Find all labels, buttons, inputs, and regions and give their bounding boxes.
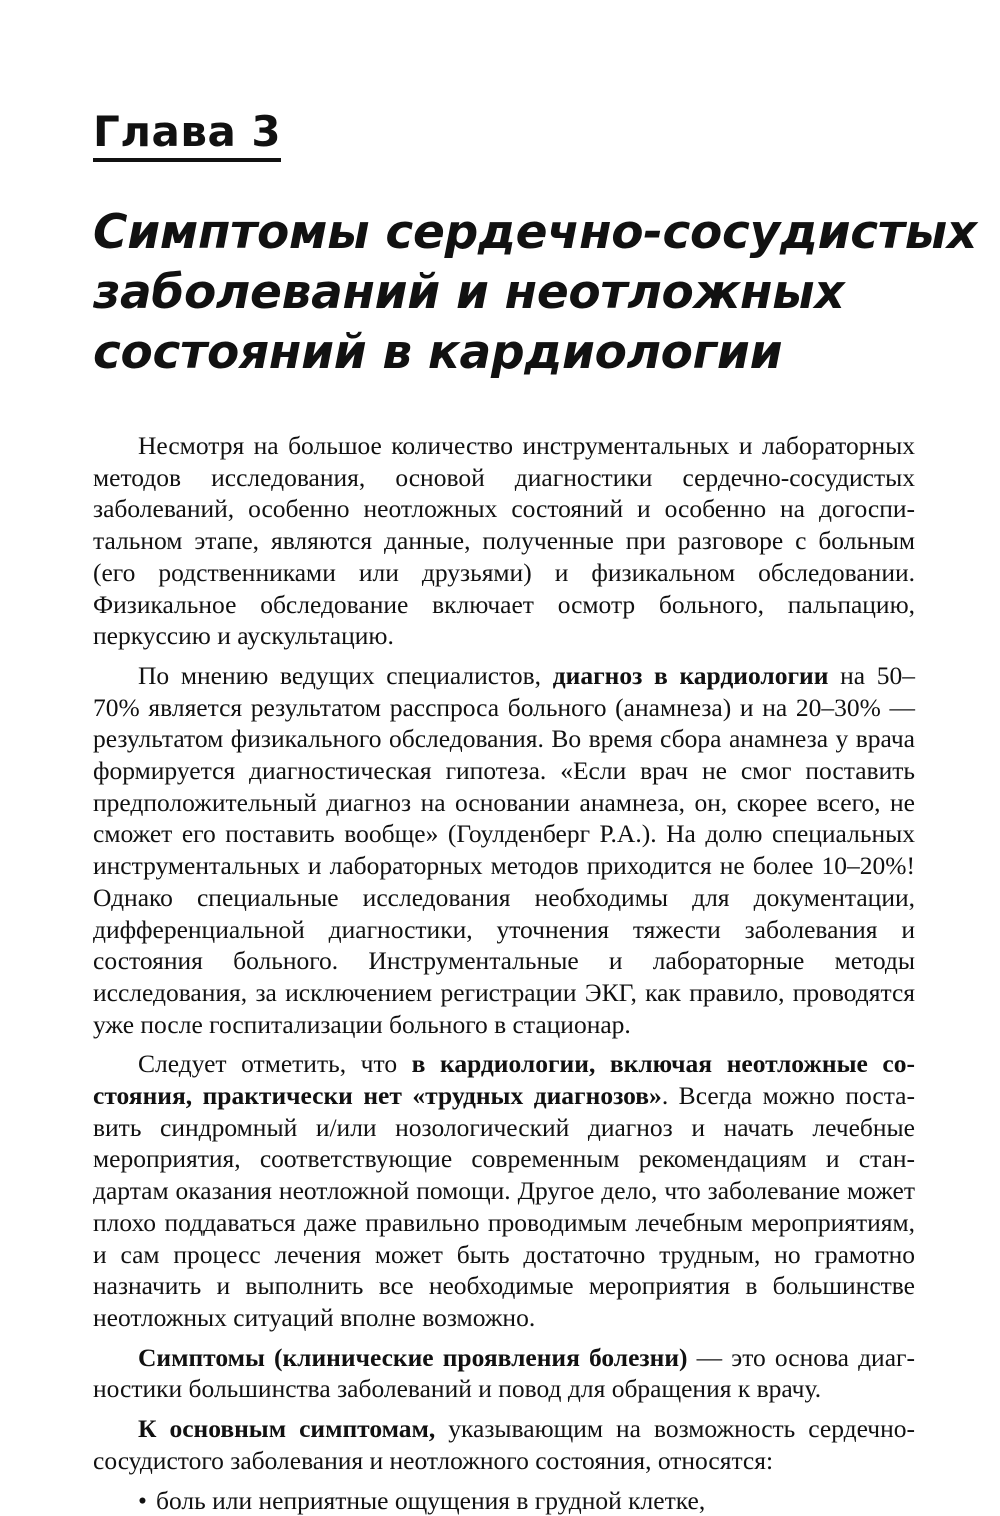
bold-term: в кардиологии, включая неотложные состояния, практически нет «трудных диагнозов»	[93, 1049, 915, 1110]
chapter-title	[93, 203, 953, 383]
chapter-title-line: состояний в кардиологии	[93, 323, 953, 383]
chapter-label: Глава 3	[93, 106, 281, 162]
bold-term: диагноз в кардиологии	[553, 661, 829, 690]
paragraph-text: — это основа диагностики большинства заболеваний и повод для обращения к врачу.	[93, 1343, 915, 1404]
paragraph-no-hard-diagnoses	[93, 1048, 915, 1333]
chapter-title-line: Симптомы сердечно-сосудистых	[93, 203, 953, 263]
paragraph-text: Несмотря на большое количество инструментальных и лабораторных методов исследования, основой диагностики сердечно-сосудистых заболеваний, особенно неотложных состояний и особенно на догоспитальном этапе, являются данные, полученные при разговоре с больным (его родственниками или друзьями) и физикальном обследовании. Физикальное обследование включает осмотр больного, пальпацию, перкуссию и аускультацию.	[93, 431, 915, 650]
body-text	[93, 430, 915, 1516]
bold-term: Симптомы (клинические проявления болезни)	[138, 1343, 688, 1372]
paragraph-text: указывающим на возможность сердечно-сосудистого заболевания и неотложного состояния, относятся:	[93, 1414, 915, 1475]
bold-term: К основным симптомам,	[138, 1414, 435, 1443]
chapter-title-line: заболеваний и неотложных	[93, 263, 953, 323]
list-item: • боль или неприятные ощущения в грудной клетке,	[138, 1485, 915, 1516]
paragraph-text: . Всегда можно поставить синдромный и/или нозологический диагноз и начать лечебные мероприятия, соответствующие современным рекомендациям и стандартам оказания неотложной помощи. Другое дело, что заболевание может плохо поддаваться даже правильно проводимым лечебным мероприятиям, и сам процесс лечения может быть достаточно трудным, но грамотно назначить и выполнить все необходимые мероприятия в большинстве неотложных ситуаций вполне возможно.	[93, 1081, 915, 1332]
paragraph-text: По мнению ведущих специалистов,	[138, 661, 553, 690]
symptom-list	[93, 1485, 915, 1516]
paragraph-diagnosis	[93, 660, 915, 1040]
paragraph-text: Следует отметить, что	[138, 1049, 412, 1078]
paragraph-main-symptoms	[93, 1413, 915, 1476]
paragraph-symptoms-definition	[93, 1342, 915, 1405]
paragraph-text: на 50–70% является результатом расспроса больного (анамнеза) и на 20–30% — результатом физикального обследования. Во время сбора анамнеза у врача формируется диагностическая гипотеза. «Если врач не смог поставить предположительный диагноз на основании анамнеза, он, скорее всего, не сможет его поставить вообще» (Гоулденберг Р.А.). На долю специальных инструментальных и лабораторных методов приходится не более 10–20%! Однако специальные исследования необходимы для документации, дифференциальной диагностики, уточнения тяжести заболевания и состояния больного. Инструментальные и лабораторные методы исследования, за исключением регистрации ЭКГ, как правило, проводятся уже после госпитализации больного в стационар.	[93, 661, 915, 1039]
paragraph-intro	[93, 430, 915, 652]
